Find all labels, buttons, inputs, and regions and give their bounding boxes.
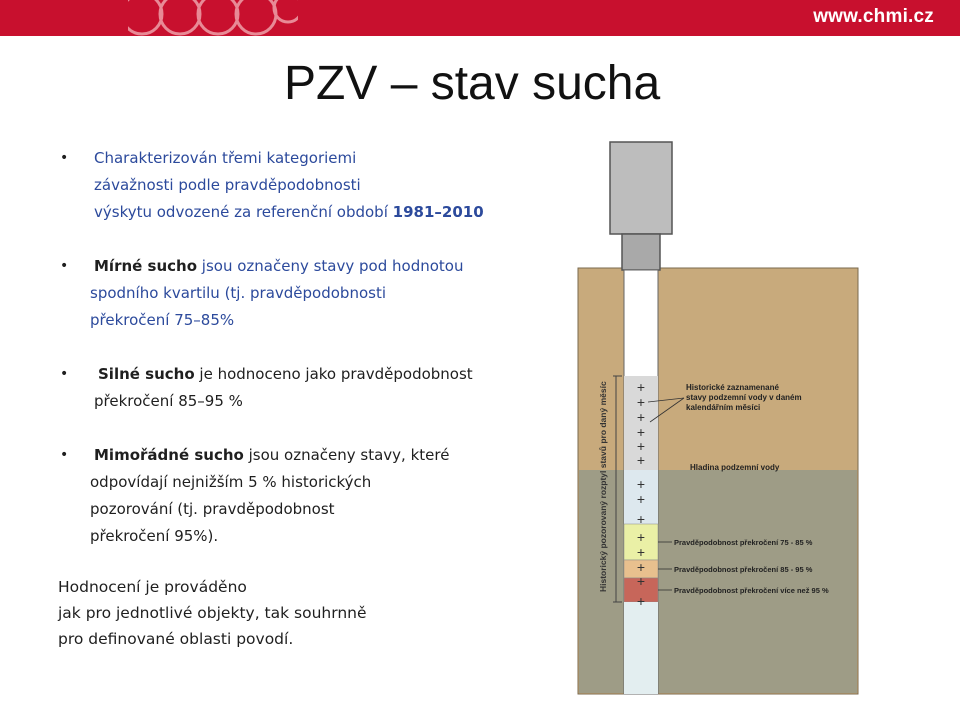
bullet-categories — [60, 145, 484, 226]
svg-text:+: + — [636, 476, 646, 492]
bullet-line: spodního kvartilu (tj. pravděpodobnosti — [90, 284, 386, 302]
slide-title: PZV – stav sucha — [284, 57, 661, 110]
bullet-line: Mírné sucho jsou označeny stavy pod hodnotou — [94, 257, 464, 275]
well-casing — [610, 142, 672, 234]
svg-text:+: + — [636, 593, 646, 609]
water-level-label: Hladina podzemní vody — [690, 463, 780, 472]
bullet-line: výskytu odvozené za referenční období 1981–2010 — [94, 203, 484, 221]
bullet-line: překročení 95%). — [90, 527, 219, 545]
bullet-line: překročení 85–95 % — [94, 392, 243, 410]
svg-text:+: + — [636, 409, 646, 425]
vertical-axis-label: Historický pozorovaný rozptyl stavů pro daný měsíc — [598, 381, 608, 592]
svg-text:+: + — [636, 573, 646, 589]
term-extreme: Mimořádné sucho — [94, 446, 244, 464]
bullet-severe-drought — [60, 361, 473, 415]
paragraph-line: Hodnocení je prováděno — [58, 578, 247, 596]
historic-label-2: stavy podzemní vody v daném — [686, 393, 802, 402]
svg-text:+: + — [636, 511, 646, 527]
bullet-dot-icon: • — [60, 366, 69, 382]
paragraph-line: pro definované oblasti povodí. — [58, 630, 294, 648]
term-severe: Silné sucho — [98, 365, 195, 383]
bullet-line: závažnosti podle pravděpodobnosti — [94, 176, 361, 194]
svg-text:+: + — [636, 529, 646, 545]
svg-text:+: + — [636, 452, 646, 468]
evaluation-paragraph — [58, 574, 367, 652]
well-casing-lower — [622, 234, 660, 270]
label-severe: Pravděpodobnost překročení 85 - 95 % — [674, 565, 813, 574]
reference-years: 1981–2010 — [392, 203, 484, 221]
historic-label-1: Historické zaznamenané — [686, 383, 779, 392]
water-bottom — [624, 602, 658, 694]
svg-text:+: + — [636, 544, 646, 560]
bullet-dot-icon: • — [60, 150, 69, 166]
bullet-dot-icon: • — [60, 258, 69, 274]
historic-label-3: kalendářním měsíci — [686, 403, 761, 412]
svg-text:+: + — [636, 379, 646, 395]
svg-text:+: + — [636, 438, 646, 454]
bullet-dot-icon: • — [60, 447, 69, 463]
site-url[interactable]: www.chmi.cz — [813, 6, 934, 27]
bullet-line: překročení 75–85% — [90, 311, 235, 329]
bullet-line: pozorování (tj. pravděpodobnost — [90, 500, 335, 518]
svg-text:+: + — [636, 424, 646, 440]
paragraph-line: jak pro jednotlivé objekty, tak souhrnně — [58, 604, 367, 622]
groundwater-well-diagram — [576, 140, 860, 696]
bullet-line: Charakterizován třemi kategoriemi — [94, 149, 357, 167]
observation-marks — [637, 379, 645, 609]
svg-text:+: + — [636, 491, 646, 507]
bullet-extreme-drought — [60, 442, 450, 550]
saturated-soil-layer — [579, 470, 857, 693]
term-mild: Mírné sucho — [94, 257, 198, 275]
header-bar — [0, 0, 960, 36]
logo-circles-icon — [128, 0, 298, 36]
svg-text:+: + — [636, 559, 646, 575]
bullet-mild-drought — [60, 253, 464, 334]
label-extreme: Pravděpodobnost překročení více než 95 % — [674, 586, 829, 595]
bullet-line: Silné sucho je hodnoceno jako pravděpodobnost — [98, 365, 473, 383]
bullet-line: odpovídají nejnižším 5 % historických — [90, 473, 372, 491]
bullet-line: Mimořádné sucho jsou označeny stavy, které — [94, 446, 450, 464]
svg-text:+: + — [636, 394, 646, 410]
label-mild: Pravděpodobnost překročení 75 - 85 % — [674, 538, 813, 547]
